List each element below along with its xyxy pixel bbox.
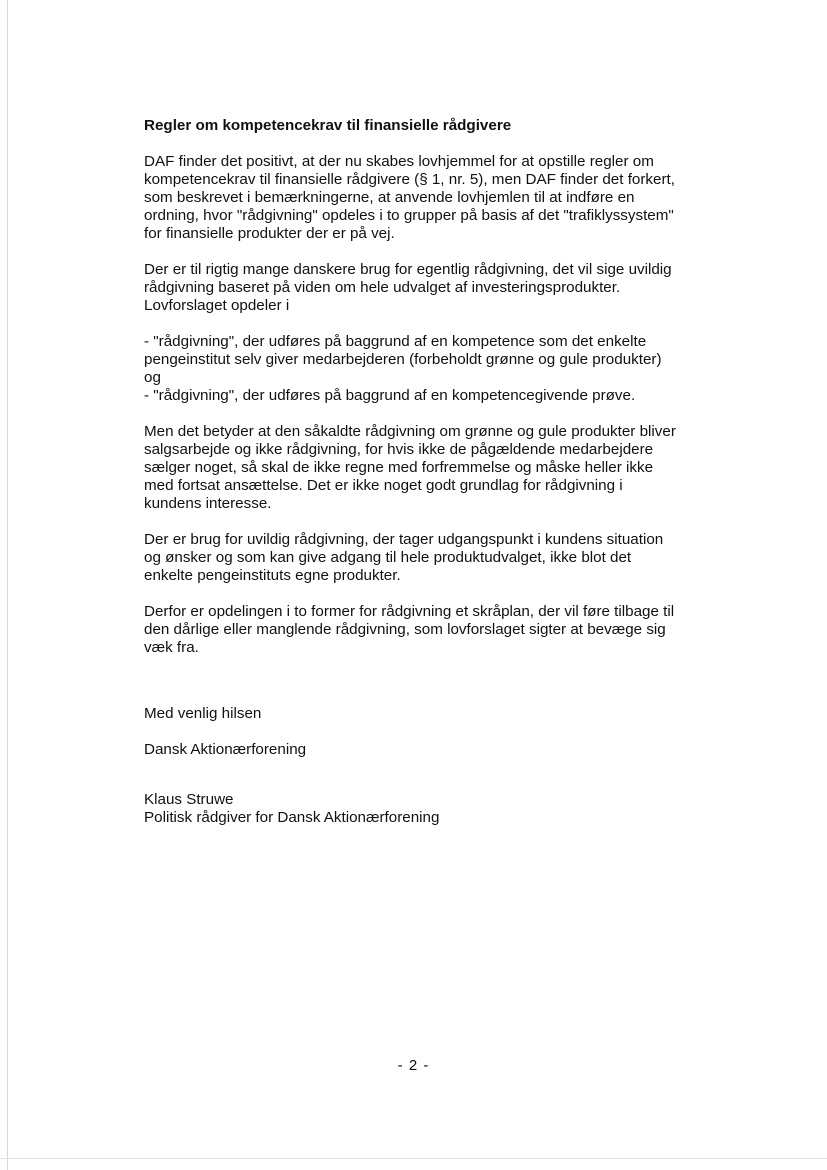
- paragraph-unbiased-advice: Der er brug for uvildig rådgivning, der tager udgangspunkt i kundens situation og ønsker og som kan give adgang til hele produktudvalget, ikke blot det enkelte pengeinstituts egne produkter.: [144, 531, 664, 584]
- list-item-exam-competence: - "rådgivning", der udføres på baggrund af en kompetencegivende prøve.: [144, 387, 636, 404]
- section-title: Regler om kompetencekrav til finansielle rådgivere: [144, 117, 512, 134]
- closing-organization: Dansk Aktionærforening: [144, 741, 307, 758]
- closing-greeting: Med venlig hilsen: [144, 705, 262, 722]
- list-item-institution-competence: - "rådgivning", der udføres på baggrund af en kompetence som det enkelte pengeinstitut selv giver medarbejderen (forbeholdt grønne og gule produkter): [144, 333, 662, 368]
- paragraph-need-for-advice: Der er til rigtig mange danskere brug for egentlig rådgivning, det vil sige uvildig rådgivning baseret på viden om hele udvalget af investeringsprodukter. Lovforslaget opdeler i: [144, 261, 672, 314]
- paragraph-sales-work: Men det betyder at den såkaldte rådgivning om grønne og gule produkter bliver salgsarbejde og ikke rådgivning, for hvis ikke de pågældende medarbejdere sælger noget, så skal de ikke regne med forfremmelse og måske heller ikke med fortsat ansættelse. Det er ikke noget godt grundlag for rådgivning i kundens interesse.: [144, 423, 676, 512]
- advice-type-list: [144, 333, 714, 405]
- scan-edge-bottom: [0, 1158, 827, 1159]
- signature-role: Politisk rådgiver for Dansk Aktionærforening: [144, 809, 440, 826]
- page-number: - 2 -: [397, 1057, 430, 1074]
- closing-block: [144, 705, 714, 759]
- scan-edge-left: [7, 0, 8, 1170]
- letter-body: [144, 117, 714, 827]
- signature-name: Klaus Struwe: [144, 791, 234, 808]
- signature-block: [144, 791, 714, 827]
- paragraph-intro: DAF finder det positivt, at der nu skabes lovhjemmel for at opstille regler om kompetencekrav til finansielle rådgivere (§ 1, nr. 5), men DAF finder det forkert, som beskrevet i bemærkningerne, at anvende lovhjemlen til at indføre en ordning, hvor "rådgivning" opdeles i to grupper på basis af det "trafiklyssystem" for finansielle produkter der er på vej.: [144, 153, 675, 242]
- paragraph-conclusion: Derfor er opdelingen i to former for rådgivning et skråplan, der vil føre tilbage til den dårlige eller manglende rådgivning, som lovforslaget sigter at bevæge sig væk fra.: [144, 603, 675, 656]
- list-connector-og: og: [144, 369, 161, 386]
